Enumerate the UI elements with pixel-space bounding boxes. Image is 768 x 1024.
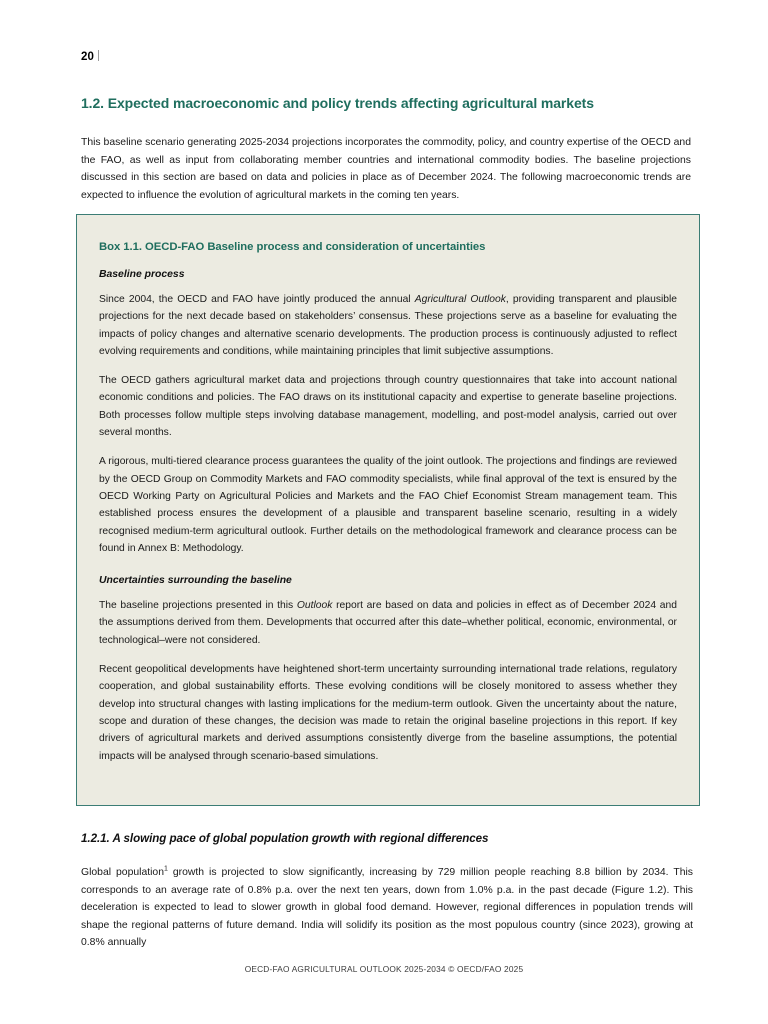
box-subheading-uncertainties: Uncertainties surrounding the baseline — [99, 575, 292, 587]
box-paragraph-1 — [99, 291, 677, 360]
page-number: 20 — [81, 51, 94, 63]
box-paragraph-4 — [99, 597, 677, 649]
box-paragraph-3: A rigorous, multi-tiered clearance process guarantees the quality of the joint outlook. The projections and findings are reviewed by the OECD Group on Commodity Markets and FAO commodity specialists, while final approval of the text is ensured by the OECD Working Party on Agricultural Policies and Markets and the FAO Chief Economist Stream management team. This established process ensures the development of a plausible and transparent baseline scenario, resulting in a widely recognised medium-term agricultural outlook. Further details on the methodological framework and clearance process can be found in Annex B: Methodology. — [99, 456, 677, 554]
subsection-heading: 1.2.1. A slowing pace of global population growth with regional differences — [81, 831, 489, 845]
page-number-header — [81, 49, 99, 63]
box-paragraph-4-text-a: The baseline projections presented in this — [99, 600, 297, 612]
box-paragraph-1-text-a: Since 2004, the OECD and FAO have jointly produced the annual — [99, 294, 415, 305]
box-1-1-callout — [76, 214, 700, 806]
box-paragraph-4-text-b: report are based on data and policies in effect as of December 2024 and the assumptions derived from them. Developments that occurred after this date–whether political, economic, environmental, or technological–were not considered. — [99, 600, 677, 646]
section-heading: 1.2. Expected macroeconomic and policy trends affecting agricultural markets — [81, 95, 594, 112]
box-paragraph-5: Recent geopolitical developments have heightened short-term uncertainty surrounding international trade relations, regulatory cooperation, and global sustainability efforts. These evolving conditions will be closely monitored to assess whether they develop into structural changes with lasting implications for the medium-term outlook. Given the uncertainty about the nature, scope and duration of these changes, the decision was made to retain the original baseline projections in this report. If key drivers of agricultural markets and derived assumptions consistently diverge from the baseline assumptions, the potential impacts will be analysed through scenario-based simulations. — [99, 664, 677, 762]
box-paragraph-4-italic-title: Outlook — [296, 600, 333, 612]
box-subheading-baseline-process: Baseline process — [99, 269, 185, 280]
box-paragraph-1-italic-title: Agricultural Outlook — [414, 294, 506, 305]
page-footer: OECD-FAO AGRICULTURAL OUTLOOK 2025-2034 © OECD/FAO 2025 — [244, 964, 524, 974]
box-content — [77, 215, 699, 779]
box-title: Box 1.1. OECD-FAO Baseline process and consideration of uncertainties — [99, 241, 486, 253]
box-paragraph-1-text-b: , providing transparent and plausible projections for the next decade based on stakeholders’ consensus. These projections serve as a baseline for evaluating the impacts of policy changes and alternative scenario developments. The production process is continuously adjusted to reflect evolving requirements and conditions, while maintaining principles that limit subjective assumptions. — [99, 294, 677, 357]
page-number-divider — [98, 50, 99, 61]
closing-paragraph-text-b: growth is projected to slow significantly, increasing by 729 million people reaching 8.8 billion by 2034. This corresponds to an average rate of 0.8% p.a. over the next ten years, down from 1.0% p.a. in the past decade (Figure 1.2). This deceleration is expected to lead to slower growth in global food demand. However, regional differences in population trends will shape the regional patterns of future demand. India will solidify its position as the most populous country (since 2023), growing at 0.8% annually — [81, 867, 693, 949]
footnote-marker[interactable]: 1 — [163, 865, 168, 873]
intro-paragraph: This baseline scenario generating 2025-2034 projections incorporates the commodity, policy, and country expertise of the OECD and the FAO, as well as input from collaborating member countries and international commodity bodies. The baseline projections discussed in this section are based on data and policies in place as of December 2024. The following macroeconomic trends are expected to influence the evolution of agricultural markets in the coming ten years. — [81, 137, 691, 201]
closing-paragraph — [81, 864, 693, 951]
closing-paragraph-text-a: Global population — [81, 867, 164, 879]
box-paragraph-2: The OECD gathers agricultural market data and projections through country questionnaires that take into account national economic conditions and policies. The FAO draws on its institutional capacity and expertise to generate baseline projections. Both processes follow multiple steps involving database management, modelling, and post-model analysis, carried out over several months. — [99, 375, 677, 439]
